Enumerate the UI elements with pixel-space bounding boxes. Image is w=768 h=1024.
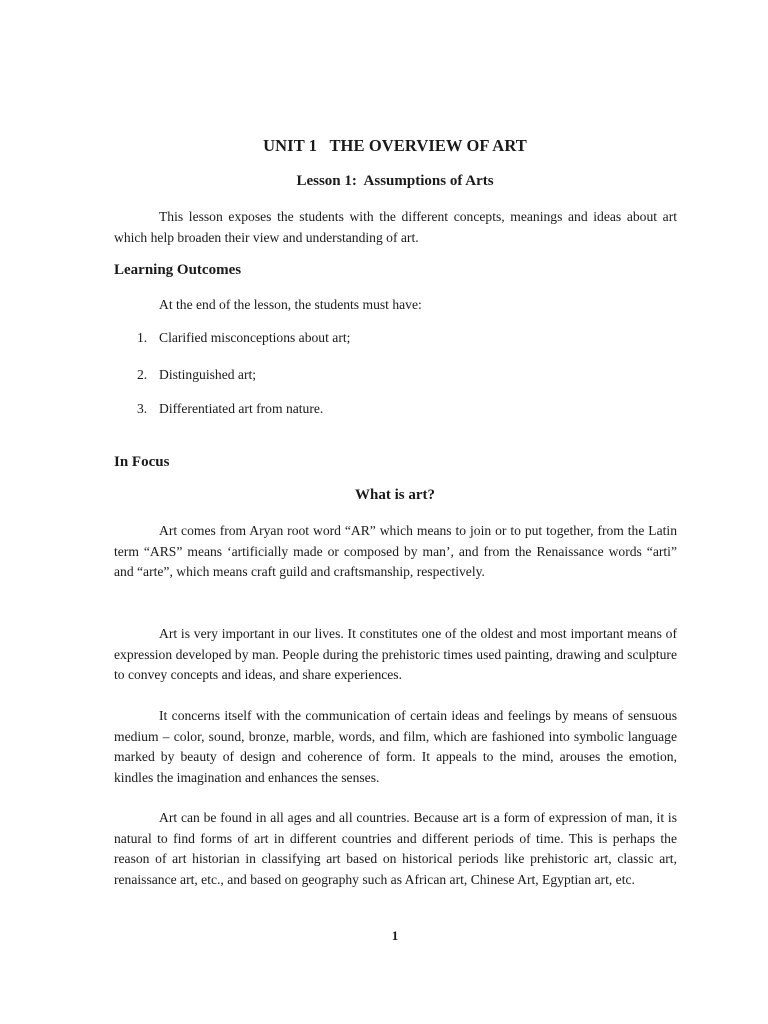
list-item [137,330,350,346]
list-item-text: Distinguished art; [159,367,257,382]
list-item-number: 2. [137,367,148,382]
lesson-title: Lesson 1: Assumptions of Arts [296,173,494,189]
list-item-text: Clarified misconceptions about art; [159,330,351,345]
list-item-number: 1. [137,330,148,345]
what-is-art-heading: What is art? [355,487,435,503]
list-item [137,367,256,383]
body-paragraph: Art comes from Aryan root word “AR” which means to join or to put together, from the Latin term “ARS” means ‘artificially made or composed by man’, and from the Renaissance words “arti” and “arte”, which means craft guild and craftsmanship, respectively. [114,523,677,579]
learning-outcomes-heading: Learning Outcomes [114,262,242,278]
in-focus-heading: In Focus [114,454,170,470]
body-paragraph: Art can be found in all ages and all countries. Because art is a form of expression of man, it is natural to find forms of art in different countries and different periods of time. This is perhaps the reason of art historian in classifying art based on historical periods like prehistoric art, classic art, renaissance art, etc., and based on geography such as African art, Chinese Art, Egyptian art, etc. [114,810,677,887]
body-paragraph: Art is very important in our lives. It constitutes one of the oldest and most important means of expression developed by man. People during the prehistoric times used painting, drawing and sculpture to convey concepts and ideas, and share experiences. [114,626,677,682]
list-item [137,401,323,417]
intro-paragraph: This lesson exposes the students with the different concepts, meanings and ideas about art which help broaden their view and understanding of art. [114,209,677,245]
list-item-text: Differentiated art from nature. [159,401,324,416]
list-item-number: 3. [137,401,148,416]
body-paragraph: It concerns itself with the communication of certain ideas and feelings by means of sensuous medium – color, sound, bronze, marble, words, and film, which are fashioned into symbolic language marked by beauty of design and coherence of form. It appeals to the mind, arouses the emotion, kindles the imagination and enhances the senses. [114,708,677,785]
page-number: 1 [391,928,399,943]
learning-outcomes-lead: At the end of the lesson, the students must have: [159,297,422,312]
unit-title: UNIT 1 THE OVERVIEW OF ART [263,136,527,155]
